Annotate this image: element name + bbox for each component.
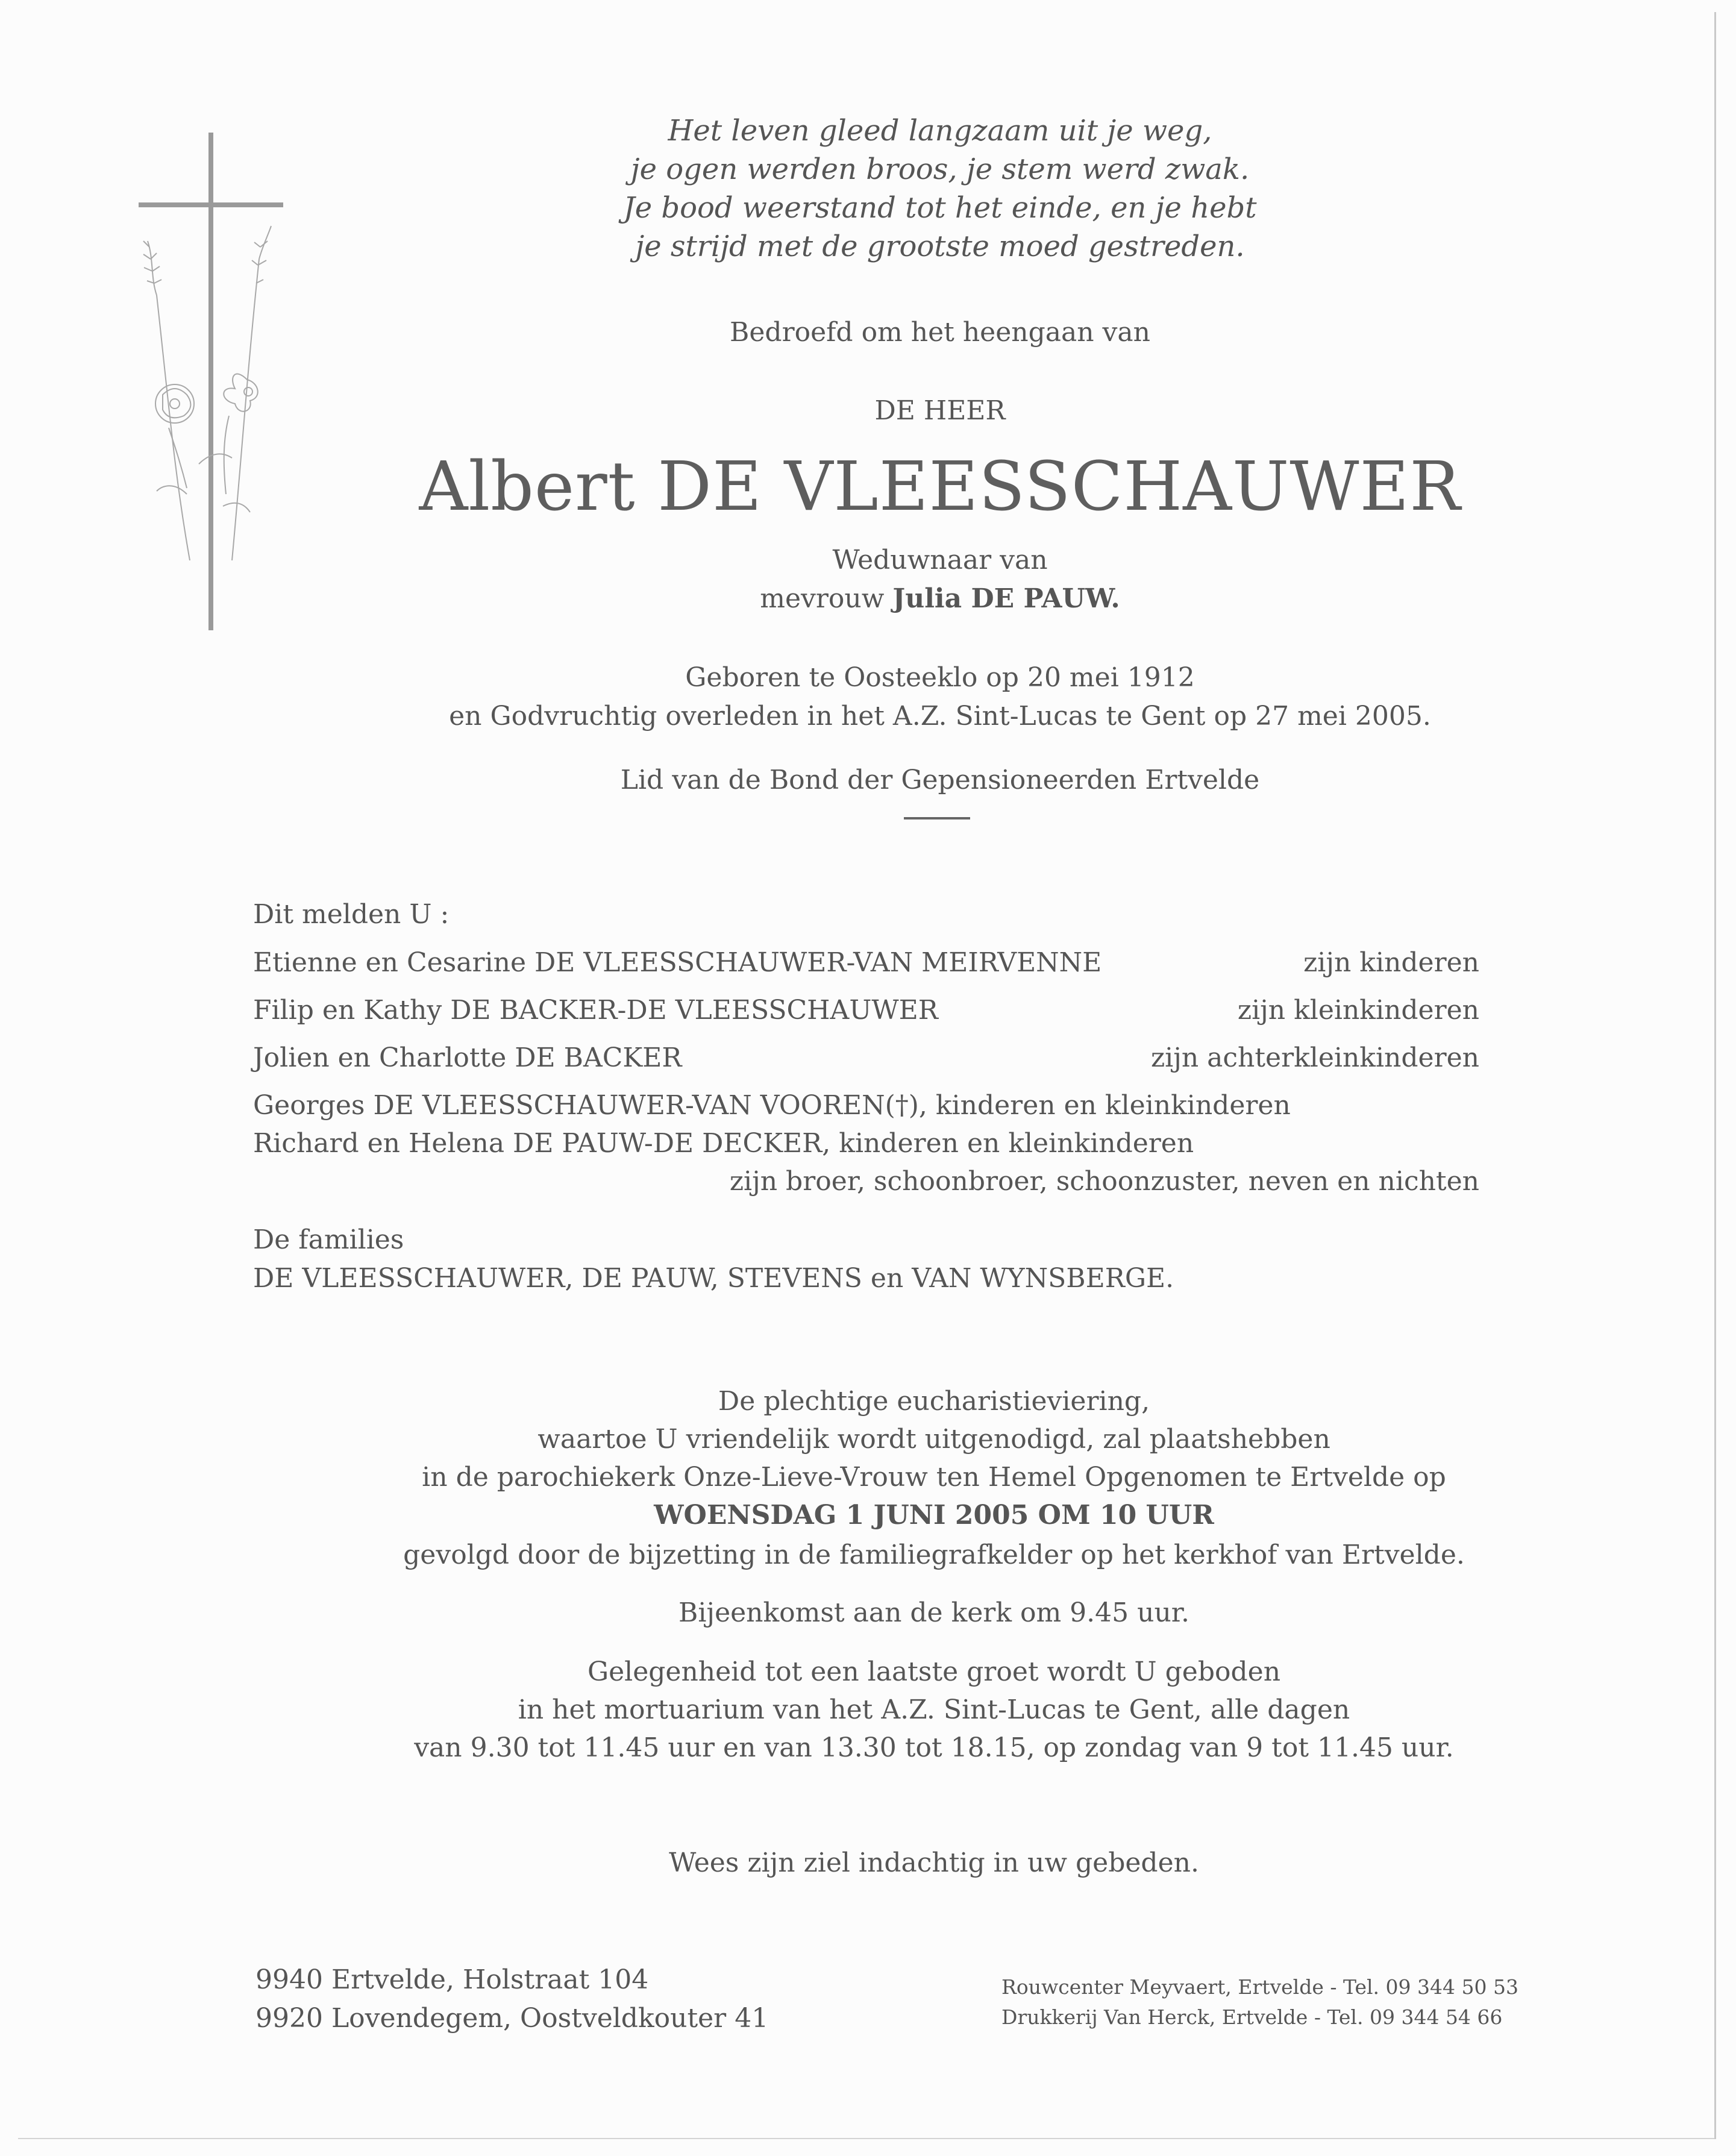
prayer-line: Wees zijn ziel indachtig in uw gebeden. bbox=[669, 1847, 1199, 1878]
address-line: 9940 Ertvelde, Holstraat 104 bbox=[255, 1964, 649, 1995]
relative-relation: zijn achterkleinkinderen bbox=[1150, 1042, 1479, 1073]
relative-row bbox=[253, 1039, 1479, 1077]
poem-line: Het leven gleed langzaam uit je weg, bbox=[668, 114, 1212, 148]
families-label: De families bbox=[253, 1224, 404, 1255]
ceremony-line: De plechtige eucharistieviering, bbox=[718, 1386, 1150, 1417]
poem-line: je strijd met de grootste moed gestreden. bbox=[635, 230, 1245, 263]
families-list: DE VLEESSCHAUWER, DE PAUW, STEVENS en VAN WYNSBERGE. bbox=[253, 1263, 1174, 1294]
relative-relation: zijn kleinkinderen bbox=[1237, 995, 1479, 1026]
poem-line: je ogen werden broos, je stem werd zwak. bbox=[630, 152, 1250, 186]
farewell-line: Gelegenheid tot een laatste groet wordt U geboden bbox=[587, 1656, 1281, 1687]
divider bbox=[904, 817, 970, 819]
spouse-prefix: mevrouw bbox=[760, 583, 885, 614]
siblings-relation: zijn broer, schoonbroer, schoonzuster, neven en nichten bbox=[729, 1166, 1479, 1197]
farewell-line: in het mortuarium van het A.Z. Sint-Lucas te Gent, alle dagen bbox=[518, 1694, 1350, 1725]
gathering-line: Bijeenkomst aan de kerk om 9.45 uur. bbox=[678, 1597, 1189, 1628]
address-line: 9920 Lovendegem, Oostveldkouter 41 bbox=[255, 2003, 769, 2034]
relative-name: Filip en Kathy DE BACKER-DE VLEESSCHAUWER bbox=[253, 995, 938, 1026]
widower-line: Weduwnaar van bbox=[832, 545, 1048, 575]
sibling-row: Georges DE VLEESSCHAUWER-VAN VOOREN(†), kinderen en kleinkinderen bbox=[253, 1090, 1291, 1121]
death-line: en Godvruchtig overleden in het A.Z. Sint-Lucas te Gent op 27 mei 2005. bbox=[449, 701, 1431, 732]
deceased-name: Albert DE VLEESSCHAUWER bbox=[419, 448, 1461, 526]
spouse-name: Julia DE PAUW. bbox=[892, 583, 1120, 614]
member-line: Lid van de Bond der Gepensioneerden Ertvelde bbox=[620, 765, 1260, 795]
relative-name: Jolien en Charlotte DE BACKER bbox=[253, 1042, 682, 1073]
burial-line: gevolgd door de bijzetting in de familiegrafkelder op het kerkhof van Ertvelde. bbox=[403, 1540, 1465, 1570]
birth-line: Geboren te Oosteeklo op 20 mei 1912 bbox=[685, 662, 1195, 693]
credit-line: Drukkerij Van Herck, Ertvelde - Tel. 09 344 54 66 bbox=[1001, 2005, 1503, 2029]
relative-row bbox=[253, 991, 1479, 1030]
announce-intro: Dit melden U : bbox=[253, 899, 450, 930]
flower-ornament-icon bbox=[133, 223, 289, 584]
cross-icon bbox=[139, 202, 283, 207]
ceremony-line: waartoe U vriendelijk wordt uitgenodigd, zal plaatshebben bbox=[537, 1424, 1330, 1455]
relative-relation: zijn kinderen bbox=[1303, 947, 1479, 978]
intro-line: Bedroefd om het heengaan van bbox=[730, 317, 1150, 348]
relative-name: Etienne en Cesarine DE VLEESSCHAUWER-VAN MEIRVENNE bbox=[253, 947, 1102, 978]
farewell-line: van 9.30 tot 11.45 uur en van 13.30 tot 18.15, op zondag van 9 tot 11.45 uur. bbox=[414, 1732, 1454, 1763]
spouse-line bbox=[374, 580, 1506, 618]
ceremony-line: in de parochiekerk Onze-Lieve-Vrouw ten Hemel Opgenomen te Ertvelde op bbox=[422, 1462, 1446, 1493]
title-line: DE HEER bbox=[874, 395, 1006, 426]
card-edge bbox=[1714, 12, 1716, 2139]
credit-line: Rouwcenter Meyvaert, Ertvelde - Tel. 09 344 50 53 bbox=[1001, 1975, 1518, 1999]
poem-line: Je bood weerstand tot het einde, en je hebt bbox=[623, 191, 1257, 225]
card-edge bbox=[18, 2138, 1714, 2139]
sibling-row: Richard en Helena DE PAUW-DE DECKER, kinderen en kleinkinderen bbox=[253, 1128, 1194, 1159]
ceremony-date: WOENSDAG 1 JUNI 2005 OM 10 UUR bbox=[654, 1500, 1214, 1531]
relative-row bbox=[253, 944, 1479, 982]
poem bbox=[374, 111, 1506, 266]
